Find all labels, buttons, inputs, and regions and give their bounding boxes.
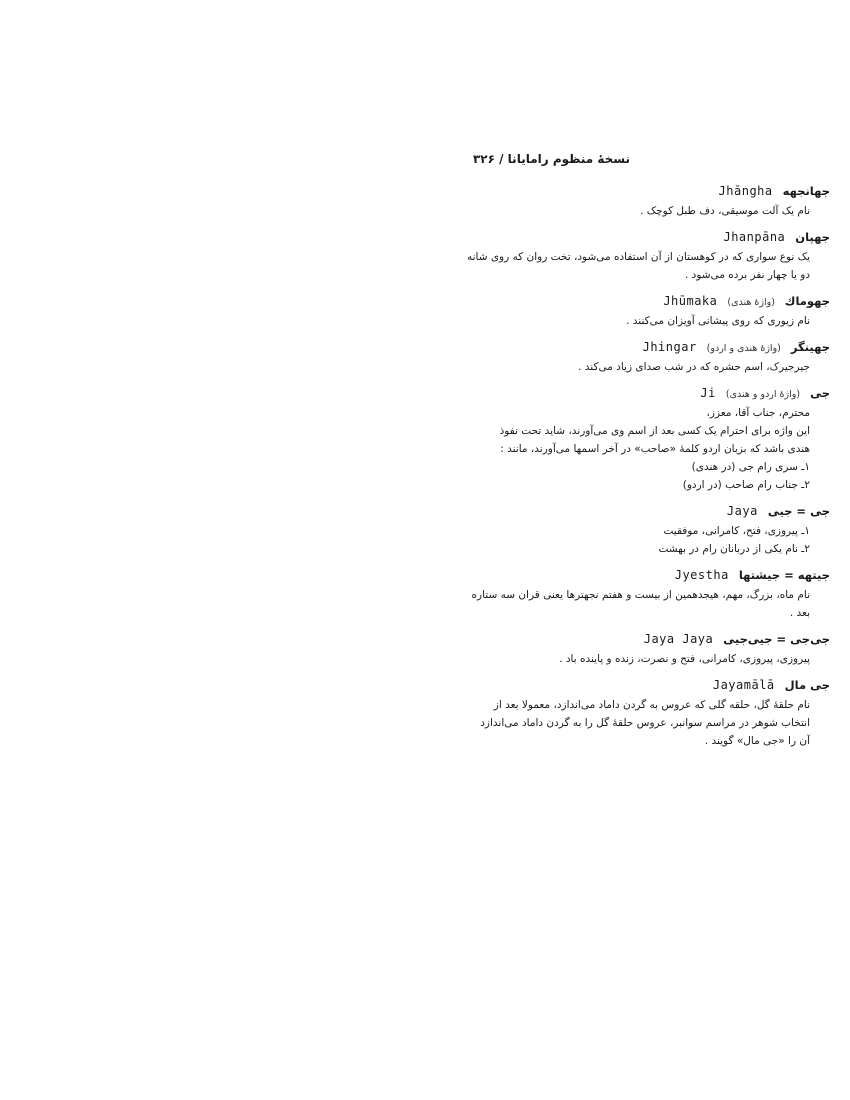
entry-definition [232,650,830,668]
entry-transliteration: Jaya [726,504,758,518]
entry-origin: (واژهٔ اردو و هندی) [725,389,801,400]
entry-headword: جهینگر [790,340,830,354]
entry-definition [232,202,830,220]
dictionary-entries [232,180,830,756]
definition-line: نام زیوری که روی پیشانی آویزان می‌کنند . [626,315,810,327]
definition-line: نام یک آلت موسیقی، دف طبل کوچک . [640,205,810,217]
entry-definition [232,248,830,284]
definition-line: نام ماه، بزرگ، مهم، هیجدهمین از بیست و هفتم نجهترها یعنی قران سه ستاره [471,589,810,601]
entry-definition [232,696,830,750]
entry-transliteration: Jhūmaka [663,294,718,308]
dictionary-entry [232,628,830,668]
entry-headword: جهانجهه [782,184,830,198]
dictionary-entry [232,180,830,220]
definition-line: ۱ـ سری رام جی (در هندی) [691,461,810,473]
dictionary-entry [232,226,830,284]
dictionary-entry [232,290,830,330]
entry-head [232,336,830,358]
entry-definition [232,312,830,330]
definition-line: دو یا چهار نفر برده می‌شود . [684,269,810,281]
entry-definition [232,404,830,494]
entry-transliteration: Ji [700,386,716,400]
definition-line: هندی باشد که بزبان اردو کلمهٔ «صاحب» در آخر اسمها می‌آورند، مانند : [500,443,810,455]
dictionary-entry [232,336,830,376]
entry-headword: جی‌جی = جیی‌جیی [723,632,830,646]
entry-head [232,674,830,696]
entry-transliteration: Jhanpāna [723,230,786,244]
definition-line: ۲ـ جناب رام صاحب (در اردو) [682,479,810,491]
entry-transliteration: Jhingar [642,340,697,354]
definition-line: انتخاب شوهر در مراسم سوانبر، عروس حلقهٔ گل را به گردن داماد می‌اندازد [480,717,810,729]
entry-headword: جهوماك [784,294,830,308]
entry-origin: (واژهٔ هندی) [727,297,775,308]
definition-line: محترم، جناب آقا، معزز، [706,407,810,419]
entry-head [232,382,830,404]
page-header: نسخهٔ منظوم رامایانا / ۳۲۶ [472,152,630,166]
entry-transliteration: Jaya Jaya [643,632,714,646]
entry-head [232,628,830,650]
definition-line: یک نوع سواری که در کوهستان از آن استفاده می‌شود، تخت روان که روی شانه [466,251,810,263]
entry-head [232,564,830,586]
entry-origin: (واژهٔ هندی و اردو) [706,343,781,354]
dictionary-entry [232,500,830,558]
definition-line: آن را «جی مال» گویند . [704,735,810,747]
entry-definition [232,358,830,376]
entry-head [232,500,830,522]
entry-headword: جی = جیی [767,504,830,518]
entry-transliteration: Jhāngha [718,184,773,198]
entry-transliteration: Jyestha [674,568,729,582]
definition-line: جیرجیرک، اسم حشره که در شب صدای زیاد می‌کند . [578,361,810,373]
entry-definition [232,586,830,622]
definition-line: نام حلقهٔ گل، حلقه گلی که عروس به گردن داماد می‌اندازد، معمولا بعد از [493,699,810,711]
definition-line: پیروزی، پیروزی، کامرانی، فتح و نصرت، زنده و پاینده باد . [559,653,810,665]
dictionary-entry [232,564,830,622]
dictionary-entry [232,674,830,750]
entry-transliteration: Jayamālā [712,678,775,692]
entry-head [232,290,830,312]
entry-head [232,180,830,202]
definition-line: این واژه برای احترام یک کسی بعد از اسم وی می‌آورند، شاید تحت نفوذ [499,425,810,437]
entry-headword: جهپان [795,230,830,244]
dictionary-entry [232,382,830,494]
entry-definition [232,522,830,558]
entry-headword: جی [810,386,830,400]
entry-headword: جیتهه = جیشتها [738,568,830,582]
entry-headword: جی مال [784,678,830,692]
definition-line: بعد . [789,607,810,619]
entry-head [232,226,830,248]
definition-line: ۲ـ نام یکی از دربانان رام در بهشت [658,543,810,555]
definition-line: ۱ـ پیروزی، فتح، کامرانی، موفقیت [663,525,810,537]
